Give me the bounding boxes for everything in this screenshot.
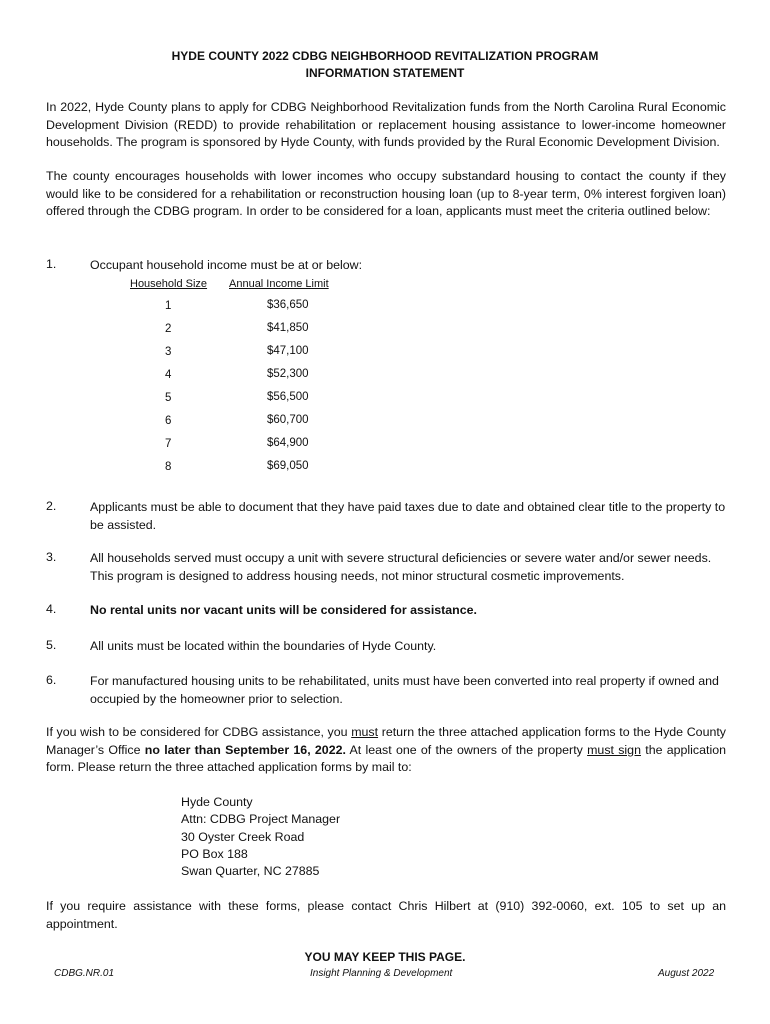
footer-organization: Insight Planning & Development — [310, 968, 453, 979]
instructions-paragraph — [46, 724, 726, 777]
intro-paragraph-2: The county encourages households with lower incomes who occupy substandard housing to contact the county if they would like to be considered for a rehabilitation or reconstruction housing loan (up to 8-year term, 0% interest forgiven loan) offered through the CDBG program. In order to be considered for a loan, applicants must meet the criteria outlined below: — [46, 169, 726, 218]
address-line: 30 Oyster Creek Road — [181, 829, 305, 844]
instructions-text: return the three attached application forms to the Hyde County Manager’s Office — [46, 725, 726, 757]
instructions-text: If you wish to be considered for CDBG assistance, you — [46, 725, 352, 739]
table-cell-limit: $52,300 — [267, 368, 309, 380]
criterion-4-number: 4. — [46, 602, 57, 616]
criterion-3-number: 3. — [46, 550, 57, 564]
keep-page-notice: YOU MAY KEEP THIS PAGE. — [304, 950, 466, 964]
criterion-1-number: 1. — [46, 257, 57, 271]
criterion-3-text: All households served must occupy a unit with severe structural deficiencies or severe water and/or sewer needs. This program is designed to address housing needs, not minor structural cosmetic improvements. — [90, 551, 712, 583]
address-line: Swan Quarter, NC 27885 — [181, 864, 320, 879]
document-subtitle: INFORMATION STATEMENT — [305, 66, 465, 80]
document-title: HYDE COUNTY 2022 CDBG NEIGHBORHOOD REVITALIZATION PROGRAM — [171, 49, 599, 63]
table-cell-size: 5 — [165, 392, 172, 404]
table-cell-size: 8 — [165, 461, 172, 473]
table-cell-limit: $60,700 — [267, 414, 309, 426]
mailing-address — [181, 794, 340, 880]
address-line: Hyde County — [181, 795, 253, 809]
deadline-text: no later than September 16, 2022. — [144, 742, 346, 757]
table-cell-limit: $56,500 — [267, 391, 309, 403]
table-cell-size: 7 — [165, 438, 172, 450]
criterion-6-number: 6. — [46, 673, 57, 687]
criterion-2-number: 2. — [46, 499, 57, 513]
table-cell-limit: $64,900 — [267, 437, 309, 449]
table-cell-size: 1 — [165, 300, 172, 312]
instructions-text: the application form. Please return the three attached application forms by mail to: — [46, 742, 726, 774]
table-header-income-limit: Annual Income Limit — [229, 278, 329, 290]
criterion-2-text: Applicants must be able to document that they have paid taxes due to date and obtained clear title to the property to be assisted. — [90, 500, 726, 532]
criterion-1-text: Occupant household income must be at or below: — [90, 258, 363, 272]
criterion-5-text: All units must be located within the boundaries of Hyde County. — [90, 639, 437, 653]
address-line: PO Box 188 — [181, 846, 248, 861]
table-cell-size: 6 — [165, 415, 172, 427]
emphasis-must: must — [351, 725, 379, 739]
instructions-text: At least one of the owners of the property — [345, 742, 588, 757]
criterion-6-text: For manufactured housing units to be rehabilitated, units must have been converted into real property if owned and occupied by the homeowner prior to selection. — [90, 674, 719, 706]
table-cell-size: 4 — [165, 369, 172, 381]
table-cell-size: 2 — [165, 323, 172, 335]
table-header-household-size: Household Size — [130, 278, 208, 290]
emphasis-must-sign: must sign — [587, 742, 641, 757]
intro-paragraph-1: In 2022, Hyde County plans to apply for CDBG Neighborhood Revitalization funds from the North Carolina Rural Economic Development Division (REDD) to provide rehabilitation or replacement housing assistance to lower-income homeowner households. The program is sponsored by Hyde County, with funds provided by the Rural Economic Development Division. — [46, 100, 726, 149]
criterion-4-text: No rental units nor vacant units will be considered for assistance. — [90, 603, 477, 617]
contact-paragraph: If you require assistance with these forms, please contact Chris Hilbert at (910) 392-0060, ext. 105 to set up an appointment. — [46, 899, 726, 931]
table-cell-limit: $36,650 — [267, 299, 309, 311]
table-cell-limit: $69,050 — [267, 460, 309, 472]
footer-date: August 2022 — [658, 968, 715, 979]
address-line: Attn: CDBG Project Manager — [181, 812, 341, 827]
criterion-5-number: 5. — [46, 638, 57, 652]
table-cell-limit: $47,100 — [267, 345, 309, 357]
table-cell-size: 3 — [165, 346, 172, 358]
table-cell-limit: $41,850 — [267, 322, 309, 334]
footer-form-code: CDBG.NR.01 — [54, 968, 115, 979]
